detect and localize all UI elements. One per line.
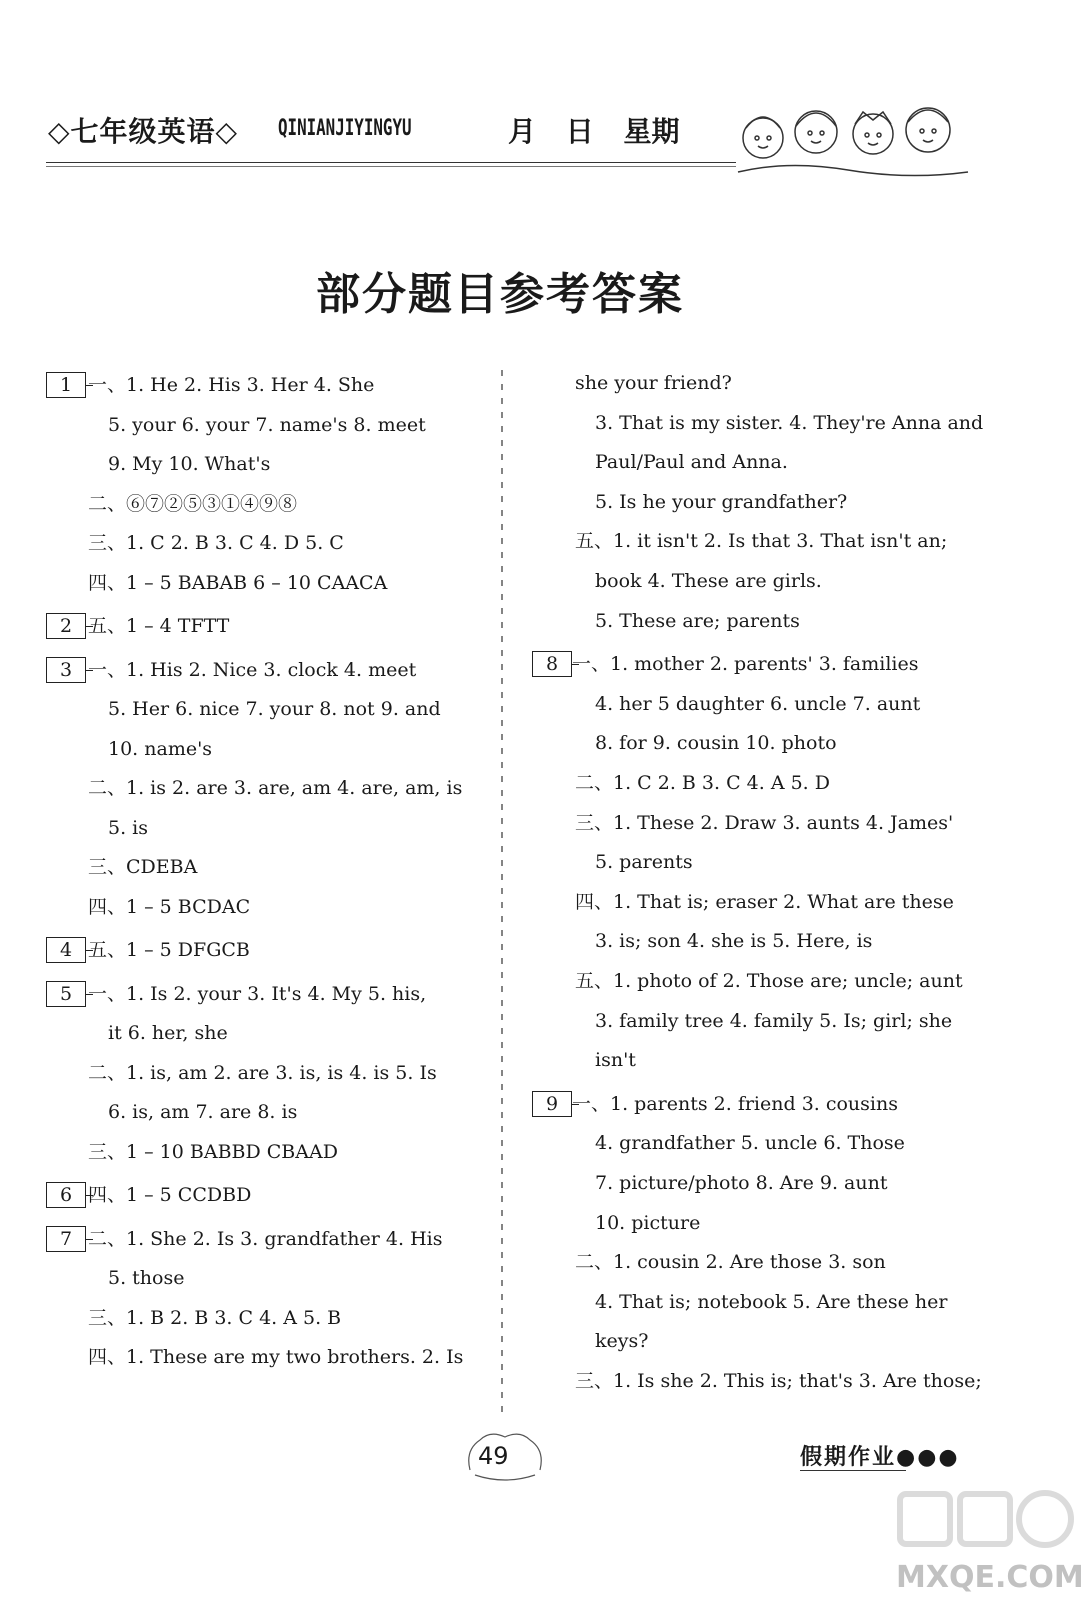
- answer-line: keys?: [595, 1330, 649, 1353]
- answer-line: 四、1. That is; eraser 2. What are these: [575, 890, 954, 913]
- answer-line: 二、1. She 2. Is 3. grandfather 4. His: [88, 1227, 443, 1250]
- answer-line: 二、1. cousin 2. Are those 3. son: [575, 1251, 886, 1274]
- question-number-box: 1: [46, 372, 86, 398]
- footer-label: 假期作业●●●: [800, 1445, 960, 1470]
- answer-line: 3. family tree 4. family 5. Is; girl; she: [595, 1009, 953, 1032]
- answer-line: 3. is; son 4. she is 5. Here, is: [595, 930, 873, 953]
- answer-line: 三、1. Is she 2. This is; that's 3. Are those;: [575, 1370, 982, 1392]
- cartoon-children-illustration: [728, 100, 974, 185]
- answer-line: 二、1. is, am 2. are 3. is, is 4. is 5. Is: [88, 1061, 437, 1084]
- answer-line: isn't: [595, 1049, 636, 1072]
- answer-line: 五、1 – 4 TFTT: [88, 615, 230, 637]
- answer-line: 6. is, am 7. are 8. is: [108, 1101, 298, 1123]
- answer-line: 四、1 – 5 BCDAC: [88, 895, 251, 918]
- answer-line: 四、1. These are my two brothers. 2. Is: [88, 1346, 464, 1368]
- answer-line: 4. That is; notebook 5. Are these her: [595, 1290, 948, 1313]
- answer-line: 二、1. C 2. B 3. C 4. A 5. D: [575, 772, 830, 794]
- answer-line: 5. Is he your grandfather?: [595, 490, 848, 513]
- answer-line: 10. picture: [595, 1211, 701, 1234]
- answer-line: book 4. These are girls.: [595, 570, 822, 592]
- answer-line: 五、1 – 5 DFGCB: [88, 939, 250, 961]
- answer-line: 三、1. B 2. B 3. C 4. A 5. B: [88, 1306, 342, 1329]
- answer-line: 7. picture/photo 8. Are 9. aunt: [595, 1172, 888, 1194]
- answer-line: 五、1. photo of 2. Those are; uncle; aunt: [575, 970, 963, 992]
- answer-line: 一、1. parents 2. friend 3. cousins: [572, 1092, 898, 1115]
- answer-line: 一、1. Is 2. your 3. It's 4. My 5. his,: [88, 982, 427, 1005]
- answer-line: 10. name's: [108, 737, 213, 760]
- footer-rule: [800, 1470, 906, 1471]
- answer-line: 一、1. His 2. Nice 3. clock 4. meet: [88, 658, 417, 681]
- question-number-box: 4: [46, 937, 86, 963]
- answer-line: 5. is: [108, 816, 148, 839]
- question-number-box: 9: [532, 1091, 572, 1117]
- answer-line: 三、1. C 2. B 3. C 4. D 5. C: [88, 532, 344, 554]
- answer-line: 4. her 5 daughter 6. uncle 7. aunt: [595, 692, 921, 715]
- page-title: 部分题目参考答案: [316, 269, 684, 320]
- answer-line: 四、1 – 5 BABAB 6 – 10 CAACA: [88, 571, 388, 594]
- question-number-box: 5: [46, 981, 86, 1007]
- answer-line: 3. That is my sister. 4. They're Anna and: [595, 411, 984, 434]
- answer-line: 8. for 9. cousin 10. photo: [595, 732, 837, 755]
- answer-line: 二、⑥⑦②⑤③①④⑨⑧: [88, 492, 298, 515]
- page-number: 49: [478, 1442, 509, 1470]
- column-divider: [497, 370, 507, 1420]
- header-rule: [46, 162, 736, 163]
- answer-line: Paul/Paul and Anna.: [595, 451, 788, 474]
- answer-line: it 6. her, she: [108, 1022, 228, 1044]
- answer-line: 5. parents: [595, 851, 693, 874]
- answer-line: 5. those: [108, 1267, 185, 1289]
- answer-line: 三、1 – 10 BABBD CBAAD: [88, 1140, 338, 1163]
- question-number-box: 8: [532, 651, 572, 677]
- answer-line: 5. your 6. your 7. name's 8. meet: [108, 413, 426, 436]
- watermark-url: MXQE.COM: [896, 1560, 1084, 1595]
- answer-line: 三、1. These 2. Draw 3. aunts 4. James': [575, 811, 954, 834]
- question-number-box: 7: [46, 1226, 86, 1252]
- header-rule-thin: [46, 166, 736, 167]
- answer-line: 9. My 10. What's: [108, 453, 271, 475]
- date-label: 月 日 星期: [508, 115, 680, 148]
- answer-line: 三、CDEBA: [88, 856, 198, 878]
- answer-line: 5. Her 6. nice 7. your 8. not 9. and: [108, 698, 441, 720]
- question-number-box: 3: [46, 657, 86, 683]
- answer-line: 一、1. He 2. His 3. Her 4. She: [88, 374, 375, 396]
- answer-line: 四、1 – 5 CCDBD: [88, 1184, 252, 1206]
- answer-line: 五、1. it isn't 2. Is that 3. That isn't an;: [575, 530, 948, 553]
- answer-line: 一、1. mother 2. parents' 3. families: [572, 653, 919, 676]
- answer-line: she your friend?: [575, 372, 732, 394]
- answer-line: 二、1. is 2. are 3. are, am 4. are, am, is: [88, 777, 463, 799]
- question-number-box: 2: [46, 613, 86, 639]
- question-number-box: 6: [46, 1182, 86, 1208]
- answer-line: 5. These are; parents: [595, 609, 800, 632]
- subject-label: ◇七年级英语◇: [48, 115, 239, 148]
- answer-line: 4. grandfather 5. uncle 6. Those: [595, 1132, 905, 1155]
- subject-pinyin: QINIANJIYINGYU: [278, 116, 412, 141]
